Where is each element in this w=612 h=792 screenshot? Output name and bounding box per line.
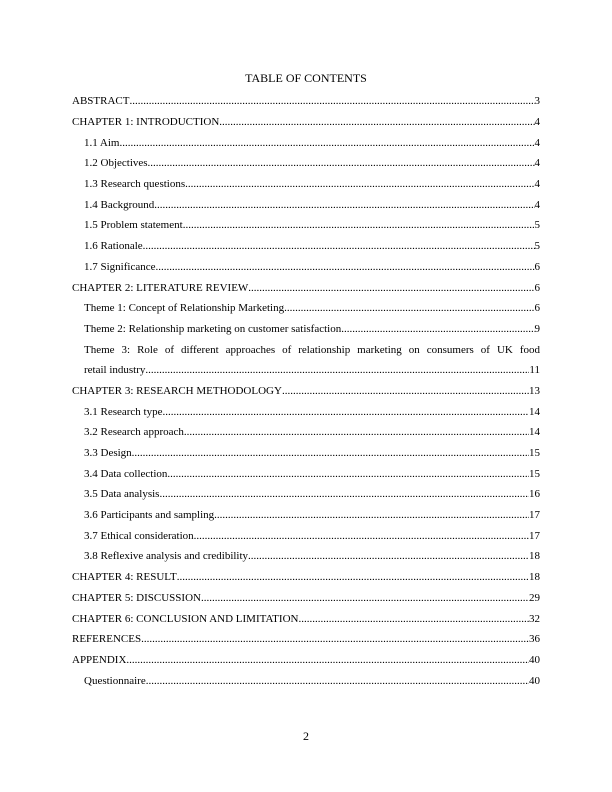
toc-entry-label: Theme 1: Concept of Relationship Marketing: [84, 302, 285, 315]
dot-leader: [129, 95, 534, 107]
toc-entry-page: 36: [529, 633, 540, 646]
toc-entry-label: ABSTRACT: [72, 95, 130, 108]
toc-entry-label: APPENDIX: [72, 653, 127, 666]
toc-entry[interactable]: [72, 525, 540, 546]
dot-leader: [167, 468, 529, 480]
toc-entry-label: 1.3 Research questions: [84, 178, 186, 191]
toc-entry-page: 4: [534, 178, 540, 191]
dot-leader: [126, 654, 529, 666]
toc-entry-label: CHAPTER 4: RESULT: [72, 571, 177, 584]
toc-entry-page: 18: [529, 550, 540, 563]
toc-entry[interactable]: [72, 257, 540, 278]
toc-entry[interactable]: [72, 443, 540, 464]
toc-entry-label: 3.2 Research approach: [84, 426, 184, 439]
toc-entry[interactable]: [72, 484, 540, 505]
dot-leader: [248, 282, 534, 294]
toc-entry[interactable]: [72, 381, 540, 402]
toc-entry[interactable]: [72, 650, 540, 671]
toc-entry-page: 4: [534, 198, 540, 211]
toc-entry-page: 14: [529, 426, 540, 439]
dot-leader: [298, 613, 529, 625]
toc-entry-label: Questionnaire: [84, 674, 146, 687]
toc-entry-page: 40: [529, 674, 540, 687]
toc-entry-label: 3.6 Participants and sampling: [84, 509, 215, 522]
toc-entry[interactable]: [72, 463, 540, 484]
toc-entry-label: Theme 2: Relationship marketing on customer satisfaction: [84, 322, 342, 335]
toc-entry-page: 9: [534, 322, 540, 335]
dot-leader: [163, 406, 530, 418]
toc-entry-page: 4: [534, 157, 540, 170]
dot-leader: [154, 199, 534, 211]
toc-entry-label: CHAPTER 5: DISCUSSION: [72, 591, 201, 604]
toc-entry-page: 15: [529, 447, 540, 460]
toc-entry[interactable]: [72, 174, 540, 195]
toc-entry-label: CHAPTER 3: RESEARCH METHODOLOGY: [72, 384, 282, 397]
dot-leader: [148, 157, 535, 169]
toc-entry[interactable]: [72, 567, 540, 588]
toc-entry-label: 3.8 Reflexive analysis and credibility: [84, 550, 249, 563]
toc-entry[interactable]: [72, 153, 540, 174]
dot-leader: [183, 219, 535, 231]
toc-entry-page: 40: [529, 653, 540, 666]
toc-entry[interactable]: [72, 319, 540, 340]
dot-leader: [145, 364, 529, 376]
dot-leader: [201, 592, 529, 604]
toc-entry-label: CHAPTER 6: CONCLUSION AND LIMITATION: [72, 612, 299, 625]
toc-entry-label: 3.7 Ethical consideration: [84, 529, 194, 542]
toc-entry-page: 18: [529, 571, 540, 584]
toc-entry-page: 6: [534, 302, 540, 315]
toc-entry-page: 13: [529, 384, 540, 397]
toc-entry-page: 32: [529, 612, 540, 625]
toc-entry[interactable]: [72, 236, 540, 257]
dot-leader: [194, 530, 529, 542]
dot-leader: [159, 488, 529, 500]
toc-entry[interactable]: [72, 546, 540, 567]
toc-entry[interactable]: [72, 505, 540, 526]
toc-entry-label: 3.3 Design: [84, 447, 132, 460]
dot-leader: [341, 323, 534, 335]
toc-entry[interactable]: [72, 277, 540, 298]
toc-entry-label: REFERENCES: [72, 633, 142, 646]
toc-entry-label: CHAPTER 2: LITERATURE REVIEW: [72, 281, 249, 294]
toc-entry-label: 1.6 Rationale: [84, 240, 143, 253]
toc-entry-label: CHAPTER 1: INTRODUCTION: [72, 116, 220, 129]
page-title: TABLE OF CONTENTS: [245, 71, 367, 85]
page-number: 2: [303, 729, 309, 743]
toc-entry-page: 5: [534, 240, 540, 253]
toc-entry-page: 14: [529, 405, 540, 418]
toc-entry-label: 1.4 Background: [84, 198, 155, 211]
toc-entry[interactable]: [72, 132, 540, 153]
toc-entry[interactable]: [72, 401, 540, 422]
dot-leader: [155, 261, 534, 273]
dot-leader: [214, 509, 529, 521]
toc-entry-page: 4: [534, 136, 540, 149]
toc-entry-label: 3.1 Research type: [84, 405, 163, 418]
toc-entry-label: 1.1 Aim: [84, 136, 120, 149]
toc-entry-page: 3: [534, 95, 540, 108]
dot-leader: [143, 240, 535, 252]
table-of-contents: [72, 91, 540, 691]
toc-entry-label: 1.2 Objectives: [84, 157, 148, 170]
dot-leader: [248, 550, 529, 562]
dot-leader: [184, 426, 529, 438]
toc-entry[interactable]: [72, 629, 540, 650]
toc-entry-label: 1.5 Problem statement: [84, 219, 183, 232]
toc-entry-page: 6: [534, 281, 540, 294]
toc-entry-label-continued: retail industry: [84, 364, 146, 377]
toc-entry-wrapped[interactable]: [72, 339, 540, 380]
dot-leader: [132, 447, 529, 459]
toc-entry-page: 6: [534, 260, 540, 273]
toc-entry[interactable]: [72, 422, 540, 443]
toc-entry-label: 3.5 Data analysis: [84, 488, 160, 501]
dot-leader: [282, 385, 529, 397]
toc-entry[interactable]: [72, 608, 540, 629]
toc-entry-label: 3.4 Data collection: [84, 467, 168, 480]
toc-entry-page: 15: [529, 467, 540, 480]
toc-entry-label: 1.7 Significance: [84, 260, 156, 273]
toc-entry-label: Theme 3: Role of different approaches of relationship marketing on consumers of UK food: [84, 343, 540, 356]
dot-leader: [146, 675, 529, 687]
dot-leader: [219, 116, 534, 128]
toc-entry[interactable]: [72, 91, 540, 112]
toc-entry-page: 11: [529, 364, 540, 377]
toc-entry-page: 16: [529, 488, 540, 501]
toc-entry[interactable]: [72, 112, 540, 133]
toc-entry[interactable]: [72, 298, 540, 319]
dot-leader: [177, 571, 529, 583]
toc-entry-page: 5: [534, 219, 540, 232]
dot-leader: [141, 633, 529, 645]
toc-entry-page: 4: [534, 116, 540, 129]
toc-entry[interactable]: [72, 588, 540, 609]
toc-entry-page: 17: [529, 529, 540, 542]
dot-leader: [119, 137, 534, 149]
toc-entry-page: 29: [529, 591, 540, 604]
toc-entry-page: 17: [529, 509, 540, 522]
toc-entry[interactable]: [72, 215, 540, 236]
toc-entry[interactable]: [72, 194, 540, 215]
dot-leader: [284, 302, 534, 314]
toc-entry[interactable]: [72, 670, 540, 691]
dot-leader: [185, 178, 534, 190]
